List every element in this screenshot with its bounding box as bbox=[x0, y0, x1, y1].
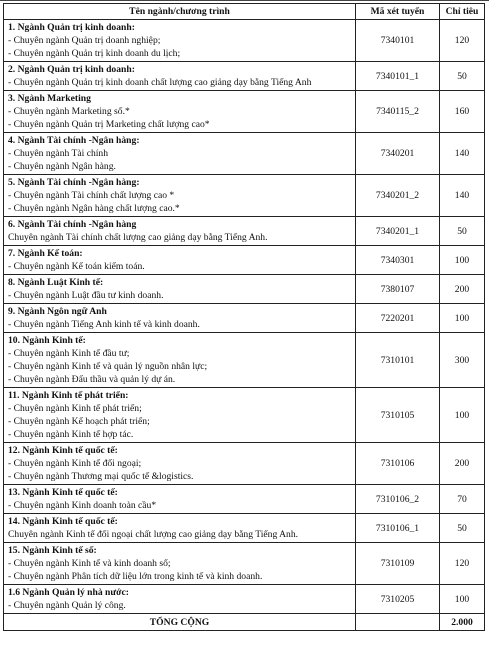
quota-value: 200 bbox=[440, 275, 485, 304]
quota-value: 140 bbox=[440, 175, 485, 217]
program-cell bbox=[4, 246, 356, 275]
table-row bbox=[4, 304, 485, 333]
specialization-line: - Chuyên ngành Quản trị doanh nghiệp; bbox=[8, 35, 161, 46]
quota-value: 50 bbox=[440, 62, 485, 91]
specialization-line: - Chuyên ngành Kinh tế và quản lý nguồn nhân lực; bbox=[8, 361, 208, 372]
quota-value: 100 bbox=[440, 246, 485, 275]
program-cell bbox=[4, 133, 356, 175]
program-cell bbox=[4, 388, 356, 443]
specialization-line: - Chuyên ngành Kinh tế phát triển; bbox=[8, 403, 142, 414]
specialization-line: - Chuyên ngành Ngân hàng chất lượng cao.* bbox=[8, 203, 180, 214]
program-cell bbox=[4, 275, 356, 304]
header-quota: Chỉ tiêu bbox=[440, 4, 485, 20]
admission-code: 7310106_2 bbox=[356, 485, 440, 514]
major-name: 13. Ngành Kinh tế quốc tế: bbox=[8, 487, 118, 498]
specialization-line: - Chuyên ngành Tiếng Anh kinh tế và kinh doanh. bbox=[8, 319, 200, 330]
quota-value: 100 bbox=[440, 585, 485, 614]
table-row bbox=[4, 246, 485, 275]
specialization-line: - Chuyên ngành Tài chính bbox=[8, 148, 109, 159]
header-program: Tên ngành/chương trình bbox=[4, 4, 356, 20]
major-name: 11. Ngành Kinh tế phát triển: bbox=[8, 390, 129, 401]
major-name: 12. Ngành Kinh tế quốc tế: bbox=[8, 445, 118, 456]
quota-value: 300 bbox=[440, 333, 485, 388]
quota-value: 100 bbox=[440, 304, 485, 333]
admission-quota-table bbox=[3, 3, 485, 631]
program-cell bbox=[4, 175, 356, 217]
admission-code: 7340101 bbox=[356, 20, 440, 62]
specialization-line: - Chuyên ngành Marketing số.* bbox=[8, 106, 130, 117]
quota-value: 200 bbox=[440, 443, 485, 485]
specialization-line: - Chuyên ngành Kinh tế đầu tư; bbox=[8, 348, 130, 359]
specialization-line: - Chuyên ngành Đấu thầu và quản lý dự án. bbox=[8, 374, 176, 385]
table-row bbox=[4, 275, 485, 304]
major-name: 10. Ngành Kinh tế: bbox=[8, 335, 86, 346]
major-name: 6. Ngành Tài chính -Ngân hàng bbox=[8, 219, 137, 230]
admission-code: 7310106 bbox=[356, 443, 440, 485]
table-header-row bbox=[4, 4, 485, 20]
total-value: 2.000 bbox=[440, 614, 485, 631]
header-code: Mã xét tuyển bbox=[356, 4, 440, 20]
major-name: 1. Ngành Quản trị kinh doanh: bbox=[8, 22, 135, 33]
specialization-line: - Chuyên ngành Quản trị Marketing chất lượng cao* bbox=[8, 119, 210, 130]
program-cell bbox=[4, 217, 356, 246]
quota-value: 100 bbox=[440, 388, 485, 443]
quota-value: 120 bbox=[440, 20, 485, 62]
table-row bbox=[4, 175, 485, 217]
program-cell bbox=[4, 543, 356, 585]
table-row bbox=[4, 514, 485, 543]
quota-value: 140 bbox=[440, 133, 485, 175]
admission-code: 7340101_1 bbox=[356, 62, 440, 91]
total-code-empty bbox=[356, 614, 440, 631]
specialization-line: - Chuyên ngành Phân tích dữ liệu lớn trong kinh tế và kinh doanh. bbox=[8, 571, 263, 582]
table-row bbox=[4, 91, 485, 133]
admission-code: 7310101 bbox=[356, 333, 440, 388]
program-cell bbox=[4, 20, 356, 62]
admission-code: 7340301 bbox=[356, 246, 440, 275]
program-cell bbox=[4, 62, 356, 91]
quota-value: 120 bbox=[440, 543, 485, 585]
specialization-line: - Chuyên ngành Kế toán kiểm toán. bbox=[8, 261, 145, 272]
specialization-line: - Chuyên ngành Quản trị kinh doanh du lịch; bbox=[8, 48, 181, 59]
major-name: 9. Ngành Ngôn ngữ Anh bbox=[8, 306, 107, 317]
admission-code: 7340201_2 bbox=[356, 175, 440, 217]
program-cell bbox=[4, 91, 356, 133]
admission-code: 7220201 bbox=[356, 304, 440, 333]
specialization-line: Chuyên ngành Kinh tế đối ngoại chất lượng cao giảng dạy bằng Tiếng Anh. bbox=[8, 529, 299, 540]
specialization-line: - Chuyên ngành Kế hoạch phát triển; bbox=[8, 416, 150, 427]
table-row bbox=[4, 20, 485, 62]
program-cell bbox=[4, 304, 356, 333]
major-name: 15. Ngành Kinh tế số: bbox=[8, 545, 97, 556]
table-row bbox=[4, 133, 485, 175]
table-row bbox=[4, 62, 485, 91]
specialization-line: - Chuyên ngành Kinh tế hợp tác. bbox=[8, 429, 134, 440]
quota-value: 160 bbox=[440, 91, 485, 133]
quota-value: 70 bbox=[440, 485, 485, 514]
total-row bbox=[4, 614, 485, 631]
major-name: 3. Ngành Marketing bbox=[8, 93, 91, 104]
specialization-line: - Chuyên ngành Quản trị kinh doanh chất lượng cao giảng dạy bằng Tiếng Anh bbox=[8, 77, 312, 88]
table-row bbox=[4, 388, 485, 443]
specialization-line: Chuyên ngành Tài chính chất lượng cao giảng dạy bằng Tiếng Anh. bbox=[8, 232, 268, 243]
major-name: 1.6 Ngành Quản lý nhà nước: bbox=[8, 587, 129, 598]
quota-value: 50 bbox=[440, 514, 485, 543]
specialization-line: - Chuyên ngành Tài chính chất lượng cao * bbox=[8, 190, 175, 201]
program-cell bbox=[4, 514, 356, 543]
specialization-line: - Chuyên ngành Kinh doanh toàn cầu* bbox=[8, 500, 157, 511]
table-row bbox=[4, 443, 485, 485]
major-name: 2. Ngành Quản trị kinh doanh: bbox=[8, 64, 135, 75]
specialization-line: - Chuyên ngành Kinh tế đối ngoại; bbox=[8, 458, 142, 469]
specialization-line: - Chuyên ngành Quản lý công. bbox=[8, 600, 126, 611]
admission-code: 7340115_2 bbox=[356, 91, 440, 133]
major-name: 14. Ngành Kinh tế quốc tế: bbox=[8, 516, 118, 527]
table-row bbox=[4, 585, 485, 614]
admission-code: 7340201_1 bbox=[356, 217, 440, 246]
program-cell bbox=[4, 333, 356, 388]
major-name: 8. Ngành Luật Kinh tế: bbox=[8, 277, 104, 288]
program-cell bbox=[4, 585, 356, 614]
table-body bbox=[4, 20, 485, 614]
admission-code: 7310109 bbox=[356, 543, 440, 585]
table-row bbox=[4, 333, 485, 388]
major-name: 7. Ngành Kế toán: bbox=[8, 248, 83, 259]
specialization-line: - Chuyên ngành Kinh tế và kinh doanh số; bbox=[8, 558, 171, 569]
table-row bbox=[4, 217, 485, 246]
admission-code: 7310105 bbox=[356, 388, 440, 443]
major-name: 5. Ngành Tài chính -Ngân hàng: bbox=[8, 177, 140, 188]
admission-code: 7340201 bbox=[356, 133, 440, 175]
specialization-line: - Chuyên ngành Thương mại quốc tế &logistics. bbox=[8, 471, 194, 482]
specialization-line: - Chuyên ngành Luật đầu tư kinh doanh. bbox=[8, 290, 164, 301]
table-row bbox=[4, 543, 485, 585]
admission-code: 7310205 bbox=[356, 585, 440, 614]
table-row bbox=[4, 485, 485, 514]
major-name: 4. Ngành Tài chính -Ngân hàng: bbox=[8, 135, 140, 146]
admission-code: 7380107 bbox=[356, 275, 440, 304]
program-cell bbox=[4, 485, 356, 514]
program-cell bbox=[4, 443, 356, 485]
quota-value: 50 bbox=[440, 217, 485, 246]
admission-code: 7310106_1 bbox=[356, 514, 440, 543]
specialization-line: - Chuyên ngành Ngân hàng. bbox=[8, 161, 116, 172]
total-label: TỔNG CỘNG bbox=[4, 614, 356, 631]
